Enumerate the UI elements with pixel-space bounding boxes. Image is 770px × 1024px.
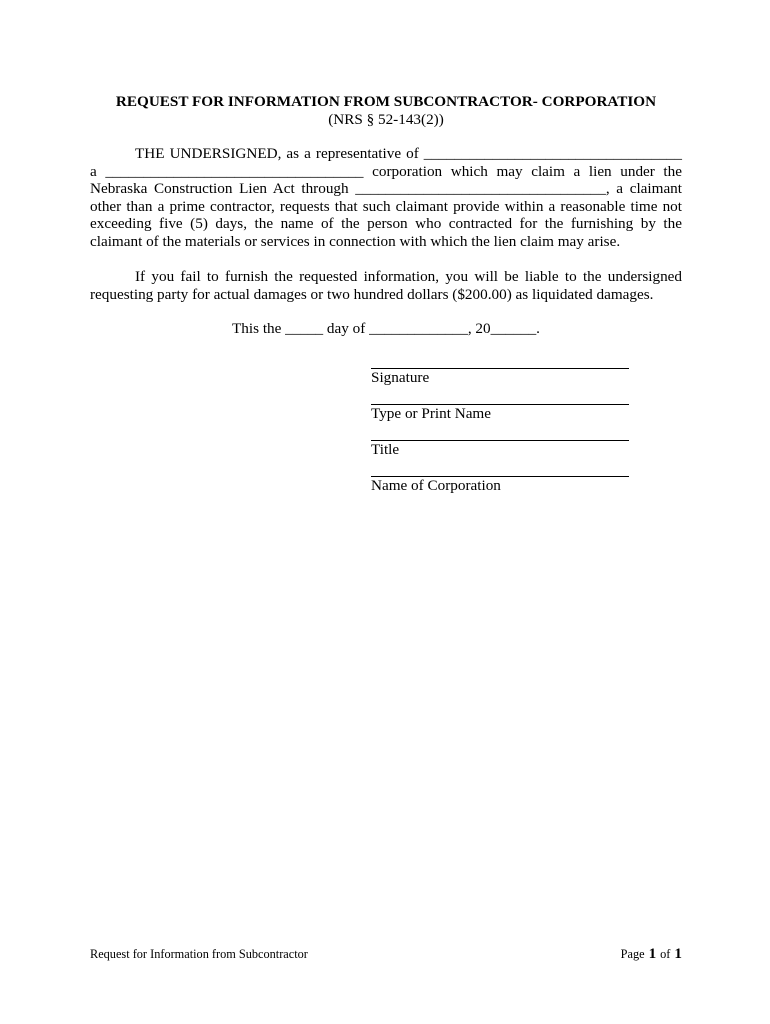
text-line: a __________________________________ corporation which may claim a lien under the [90,162,682,180]
signature-blank-line [371,354,629,369]
text-line: Nebraska Construction Lien Act through _________________________________, a claimant [90,180,682,197]
text-line: THE UNDERSIGNED, as a representative of __________________________________ [135,145,682,162]
page-total-number: 1 [674,945,682,962]
text-line: exceeding five (5) days, the name of the person who contracted for the furnishing by the [90,215,682,232]
footer [90,946,682,962]
document-title: REQUEST FOR INFORMATION FROM SUBCONTRACTOR- CORPORATION [115,93,657,110]
text-line: If you fail to furnish the requested information, you will be liable to the undersigned [135,268,682,285]
document-subtitle: (NRS § 52-143(2)) [328,110,444,128]
body-paragraph-2 [90,268,682,303]
page-word: Page [620,947,645,961]
signature-block [371,354,629,498]
signature-blank-line [371,390,629,405]
signature-field-label: Signature [371,369,430,386]
signature-field-label: Name of Corporation [371,477,501,494]
of-word: of [660,947,671,961]
page-indicator [621,946,682,962]
signature-blank-line [371,462,629,477]
signature-field [371,354,629,387]
signature-field [371,462,629,495]
text-line: requesting party for actual damages or two hundred dollars ($200.00) as liquidated damages. [90,285,654,303]
text-line: claimant of the materials or services in connection with which the lien claim may arise. [90,232,621,250]
text-line: other than a prime contractor, requests that such claimant provide within a reasonable time not [90,197,682,215]
page-current-number: 1 [648,945,657,962]
signature-blank-line [371,426,629,441]
signature-field [371,426,629,459]
date-line: This the _____ day of _____________, 20______. [232,320,540,337]
signature-field [371,390,629,423]
body-paragraph-1 [90,145,682,250]
footer-doc-name: Request for Information from Subcontractor [90,947,308,961]
document-header [90,93,682,128]
signature-field-label: Title [371,441,400,458]
signature-field-label: Type or Print Name [371,405,491,422]
